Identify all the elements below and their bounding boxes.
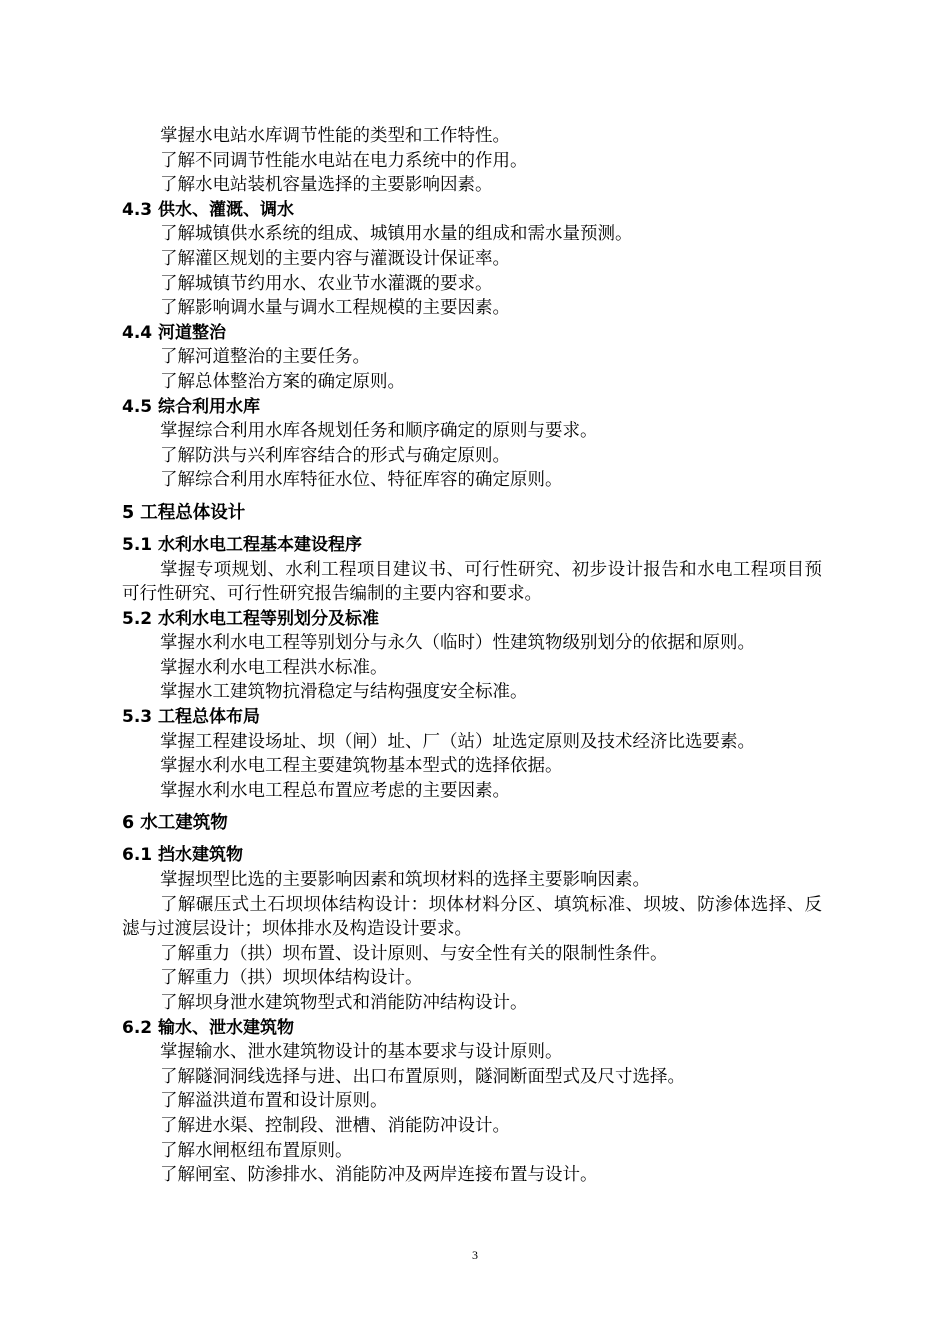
paragraph: 掌握水利水电工程总布置应考虑的主要因素。 (160, 780, 510, 801)
paragraph: 了解城镇供水系统的组成、城镇用水量的组成和需水量预测。 (160, 224, 633, 245)
paragraph: 了解隧洞洞线选择与进、出口布置原则，隧洞断面型式及尺寸选择。 (160, 1066, 685, 1087)
section-heading: 5.3 工程总体布局 (122, 707, 261, 728)
paragraph: 了解水电站装机容量选择的主要影响因素。 (160, 175, 493, 196)
paragraph: 掌握坝型比选的主要影响因素和筑坝材料的选择主要影响因素。 (160, 870, 650, 891)
paragraph: 了解坝身泄水建筑物型式和消能防冲结构设计。 (160, 993, 528, 1013)
section-heading: 6.2 输水、泄水建筑物 (122, 1017, 295, 1038)
paragraph: 了解灌区规划的主要内容与灌溉设计保证率。 (160, 248, 510, 269)
paragraph: 了解河道整治的主要任务。 (160, 347, 370, 368)
paragraph: 了解城镇节约用水、农业节水灌溉的要求。 (160, 273, 493, 294)
paragraph: 了解水闸枢纽布置原则。 (160, 1140, 353, 1161)
section-heading: 4.5 综合利用水库 (122, 396, 261, 417)
paragraph: 掌握输水、泄水建筑物设计的基本要求与设计原则。 (160, 1042, 563, 1063)
paragraph: 了解碾压式土石坝坝体结构设计：坝体材料分区、填筑标准、坝坡、防渗体选择、反滤与过渡层设计；坝体排水及构造设计要求。 (122, 894, 822, 940)
paragraph: 掌握水利水电工程洪水标准。 (160, 657, 388, 678)
paragraph: 了解影响调水量与调水工程规模的主要因素。 (160, 298, 510, 319)
paragraph: 掌握工程建设场址、坝（闸）址、厂（站）址选定原则及技术经济比选要素。 (160, 731, 755, 752)
section-heading: 5.1 水利水电工程基本建设程序 (122, 534, 363, 555)
paragraph: 掌握水电站水库调节性能的类型和工作特性。 (160, 126, 510, 146)
section-heading: 6.1 挡水建筑物 (122, 845, 244, 866)
paragraph: 掌握综合利用水库各规划任务和顺序确定的原则与要求。 (160, 421, 598, 442)
paragraph: 了解总体整治方案的确定原则。 (160, 371, 405, 392)
section-heading: 5.2 水利水电工程等别划分及标准 (122, 608, 380, 629)
paragraph: 了解防洪与兴利库容结合的形式与确定原则。 (160, 445, 510, 466)
paragraph: 了解溢洪道布置和设计原则。 (160, 1091, 388, 1112)
paragraph: 掌握水工建筑物抗滑稳定与结构强度安全标准。 (160, 682, 528, 703)
paragraph: 了解进水渠、控制段、泄槽、消能防冲设计。 (160, 1115, 510, 1136)
chapter-heading: 5 工程总体设计 (122, 502, 246, 523)
section-heading: 4.3 供水、灌溉、调水 (122, 199, 295, 220)
document-body (122, 124, 822, 1188)
paragraph: 了解不同调节性能水电站在电力系统中的作用。 (160, 150, 528, 171)
chapter-heading: 6 水工建筑物 (122, 813, 228, 834)
section-heading: 4.4 河道整治 (122, 322, 227, 343)
paragraph: 了解综合利用水库特征水位、特征库容的确定原则。 (160, 470, 563, 491)
paragraph: 掌握水利水电工程等别划分与永久（临时）性建筑物级别划分的依据和原则。 (160, 633, 755, 654)
paragraph: 了解闸室、防渗排水、消能防冲及两岸连接布置与设计。 (160, 1165, 598, 1186)
paragraph: 掌握专项规划、水利工程项目建议书、可行性研究、初步设计报告和水电工程项目预可行性研究、可行性研究报告编制的主要内容和要求。 (122, 559, 822, 605)
paragraph: 了解重力（拱）坝布置、设计原则、与安全性有关的限制性条件。 (160, 943, 668, 964)
paragraph: 掌握水利水电工程主要建筑物基本型式的选择依据。 (160, 756, 563, 777)
page-number: 3 (472, 1248, 478, 1262)
paragraph: 了解重力（拱）坝坝体结构设计。 (160, 968, 423, 989)
